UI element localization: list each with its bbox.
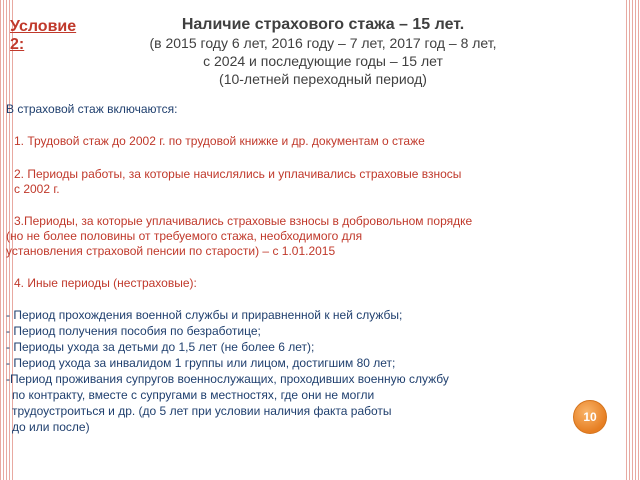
period-line-2: - Период получения пособия по безработице; [6, 324, 261, 338]
period-line-5: -Период проживания супругов военнослужащих, проходивших военную службу [6, 372, 449, 386]
title-line-3: с 2024 и последующие годы – 15 лет [203, 53, 443, 69]
item-4-line-1: 4. Иные периоды (нестраховые): [14, 276, 197, 290]
item-3-line-2: (но не более половины от требуемого стажа, необходимого для [6, 229, 363, 243]
period-line-6: по контракту, вместе с супругами в местностях, где они не могли [12, 388, 375, 402]
title-line-4: (10-летней переходный период) [219, 71, 427, 87]
period-line-4: - Период ухода за инвалидом 1 группы или лицом, достигшим 80 лет; [6, 356, 396, 370]
item-3-line-1: 3.Периоды, за которые уплачивались страховые взносы в добровольном порядке [14, 214, 473, 228]
period-line-8: до или после) [12, 420, 90, 434]
page-number-badge: 10 [573, 400, 607, 434]
period-line-7: трудоустроиться и др. (до 5 лет при условии наличия факта работы [12, 404, 392, 418]
period-line-3: - Периоды ухода за детьми до 1,5 лет (не более 6 лет); [6, 340, 315, 354]
title-line-2: (в 2015 году 6 лет, 2016 году – 7 лет, 2017 год – 8 лет, [149, 35, 497, 51]
item-1-line-1: 1. Трудовой стаж до 2002 г. по трудовой книжке и др. документам о стаже [14, 134, 425, 148]
intro-text: В страховой стаж включаются: [6, 102, 178, 116]
condition-label: Условие 2: [10, 18, 77, 53]
item-3-line-3: установления страховой пенсии по старости) – с 1.01.2015 [6, 244, 336, 258]
item-2-line-1: 2. Периоды работы, за которые начислялись и уплачивались страховые взносы [14, 167, 462, 181]
item-2-line-2: с 2002 г. [14, 182, 60, 196]
slide-title [108, 16, 538, 88]
period-line-1: - Период прохождения военной службы и приравненной к ней службы; [6, 308, 403, 322]
title-line-1: Наличие страхового стажа – 15 лет. [181, 16, 465, 33]
